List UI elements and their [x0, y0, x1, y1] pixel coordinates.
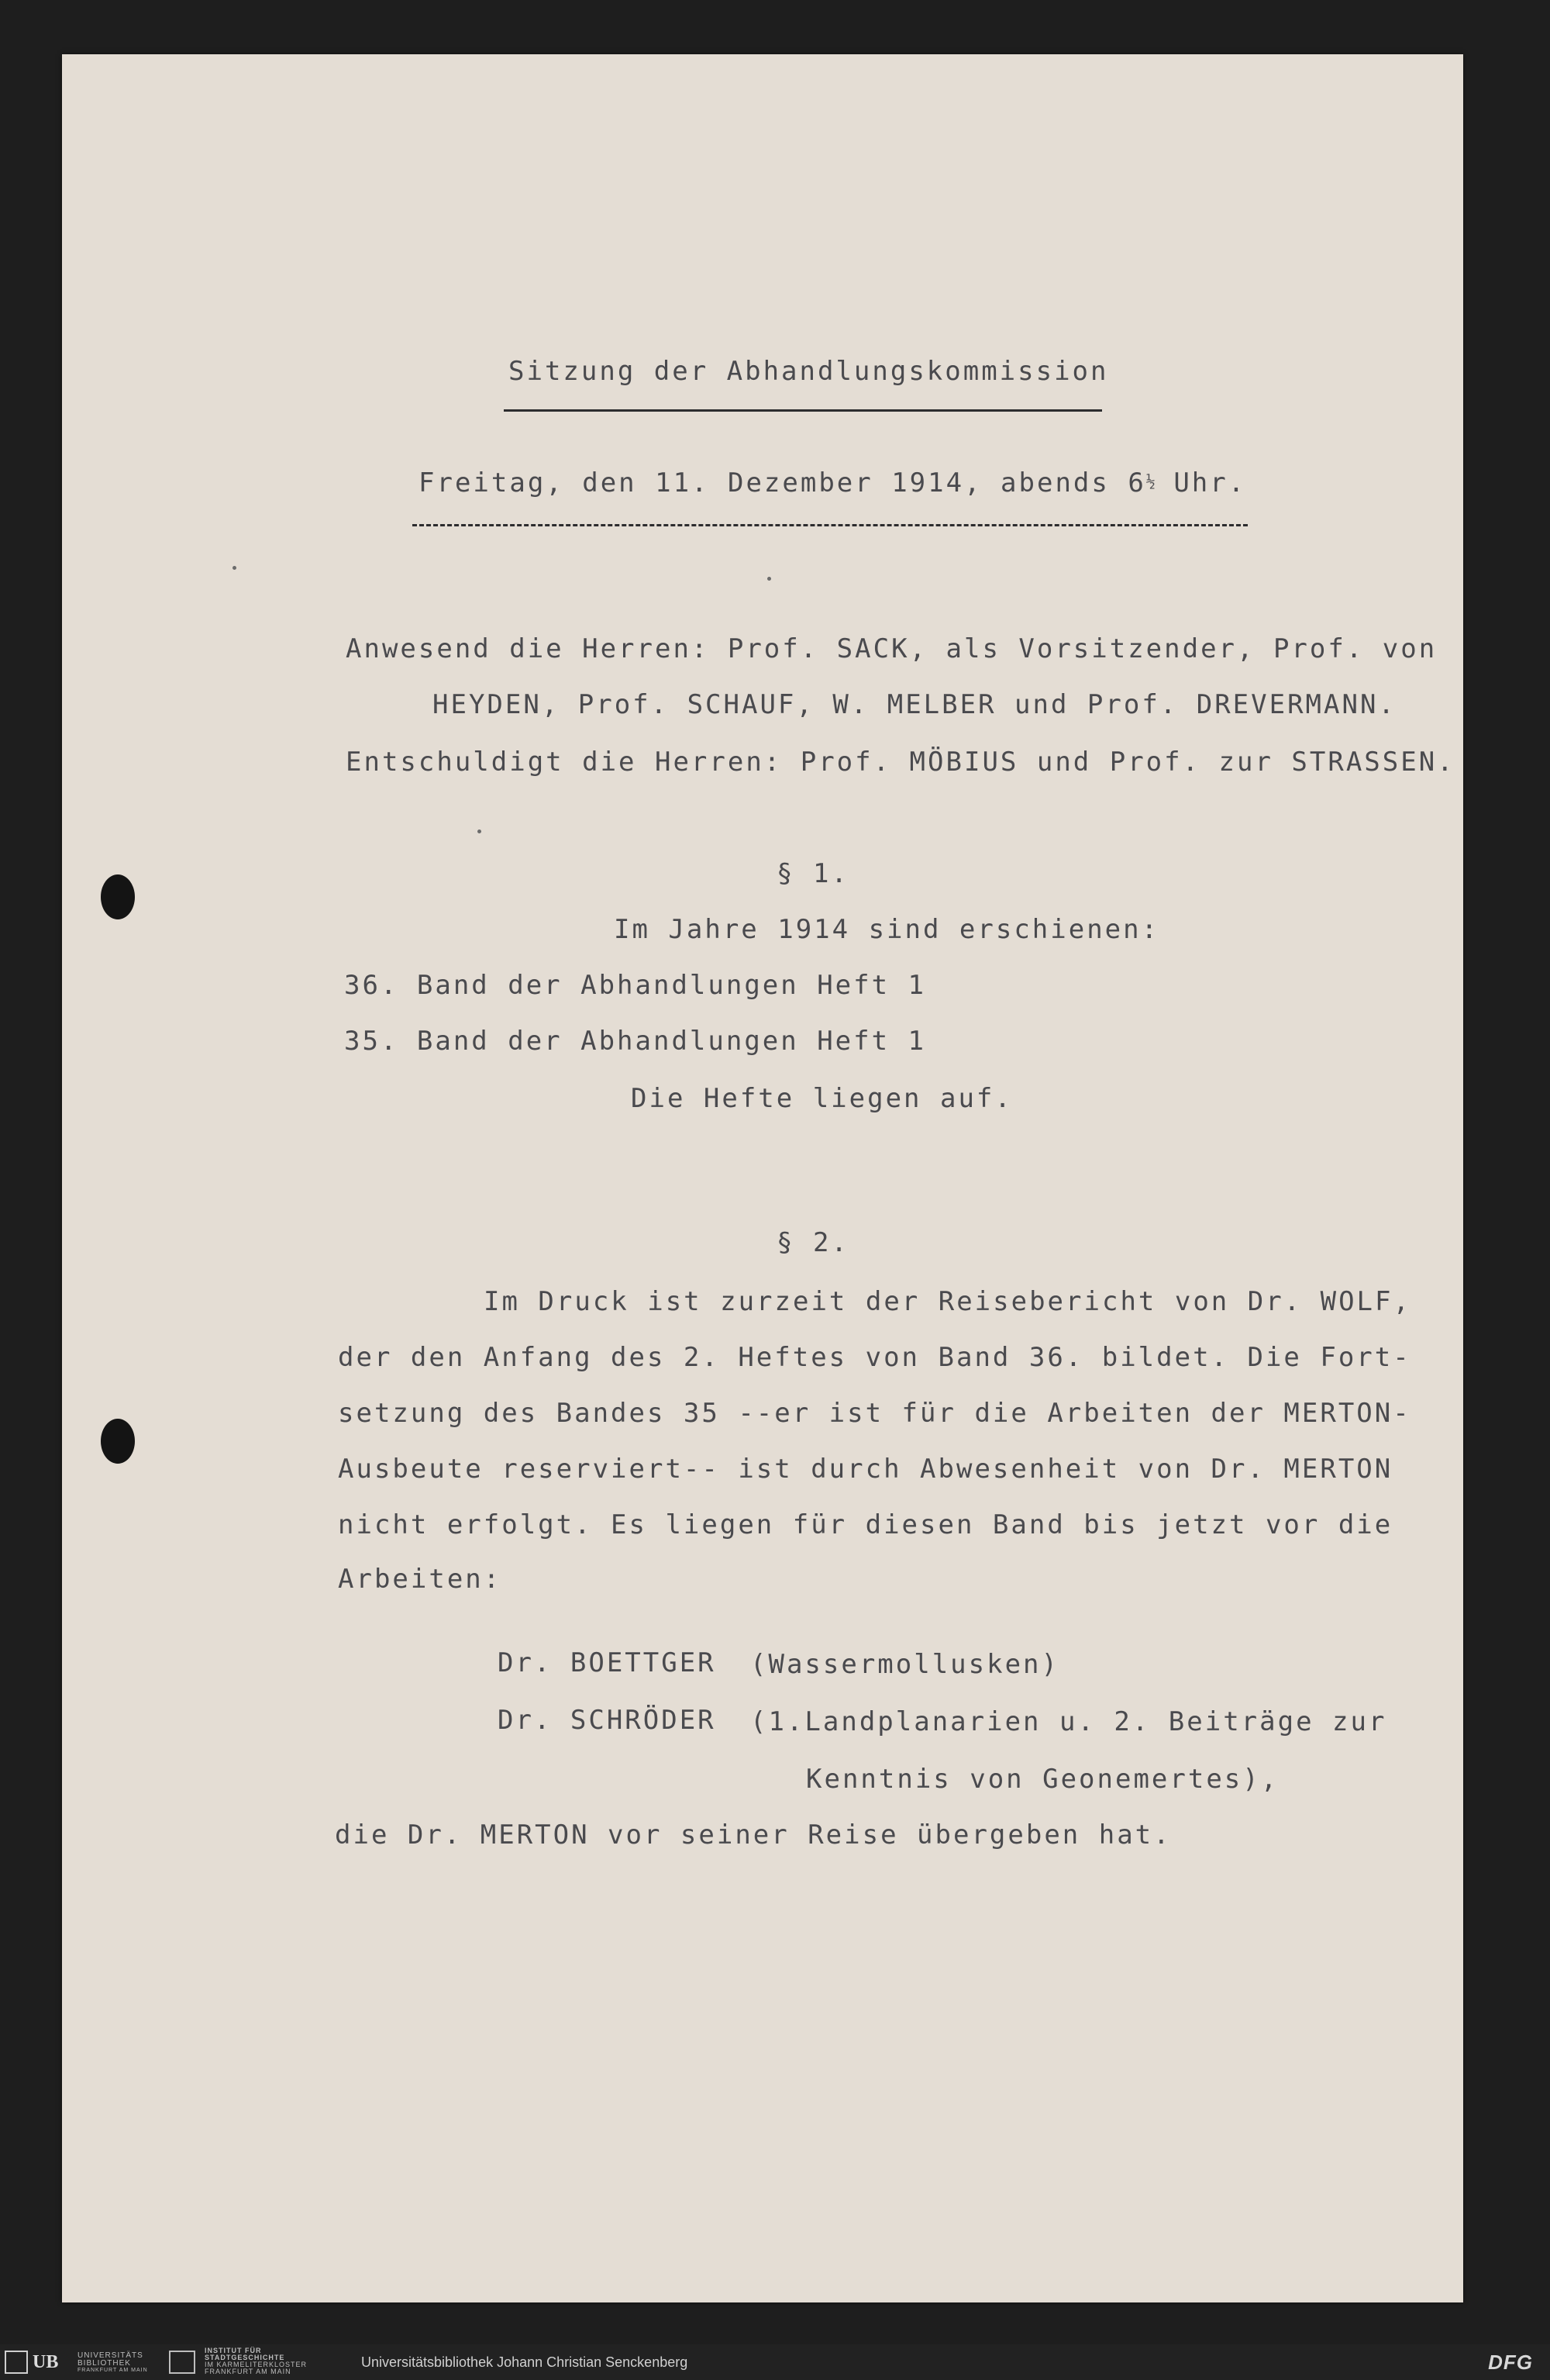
date-underline — [412, 524, 1248, 526]
section-2-line: Im Druck ist zurzeit der Reisebericht von Dr. WOLF, — [484, 1286, 1411, 1317]
section-1-heading: § 1. — [777, 858, 849, 889]
section-2-line: der den Anfang des 2. Heftes von Band 36. bildet. Die Fort- — [338, 1342, 1411, 1373]
ub-logo-text: UB — [33, 2352, 59, 2372]
institute-label-line: STADTGESCHICHTE — [205, 2354, 285, 2361]
excused-line: Entschuldigt die Herren: Prof. MÖBIUS und Prof. zur STRASSEN. — [346, 747, 1455, 778]
ub-label — [78, 2352, 148, 2374]
section-2-heading: § 2. — [777, 1227, 849, 1258]
work-title-continued: Kenntnis von Geonemertes), — [806, 1764, 1280, 1795]
section-2-line: setzung des Bandes 35 --er ist für die Arbeiten der MERTON- — [338, 1398, 1411, 1429]
institute-label — [205, 2347, 307, 2375]
work-title: (Wassermollusken) — [750, 1649, 1059, 1680]
work-author: Dr. SCHRÖDER — [498, 1705, 716, 1736]
section-1-intro: Im Jahre 1914 sind erschienen: — [614, 914, 1160, 945]
dfg-logo: DFG — [1488, 2351, 1533, 2374]
document-page — [62, 54, 1463, 2302]
work-author: Dr. BOETTGER — [498, 1647, 716, 1678]
ub-logo-icon — [5, 2351, 28, 2374]
meeting-date: Freitag, den 11. Dezember 1914, abends 6½ Uhr. — [418, 467, 1247, 498]
paper-speck — [477, 830, 481, 833]
institute-logo-icon — [169, 2351, 195, 2374]
library-credit: Universitätsbibliothek Johann Christian Senckenberg — [361, 2354, 688, 2370]
section-1-item: 36. Band der Abhandlungen Heft 1 — [344, 970, 927, 1001]
section-1-closing: Die Hefte liegen auf. — [631, 1083, 1013, 1114]
present-line-1: Anwesend die Herren: Prof. SACK, als Vorsitzender, Prof. von — [346, 633, 1438, 664]
punch-hole-lower — [101, 1419, 135, 1464]
viewer-footer — [0, 2344, 1550, 2380]
section-1-item: 35. Band der Abhandlungen Heft 1 — [344, 1026, 927, 1057]
punch-hole-upper — [101, 874, 135, 919]
ub-label-line: BIBLIOTHEK — [78, 2359, 131, 2368]
title-underline — [504, 409, 1102, 412]
ub-label-line: UNIVERSITÄTS — [78, 2351, 143, 2360]
institute-label-line: FRANKFURT AM MAIN — [205, 2368, 291, 2375]
institute-label-line: INSTITUT FÜR — [205, 2347, 262, 2354]
section-2-closing: die Dr. MERTON vor seiner Reise übergeben hat. — [335, 1819, 1172, 1851]
present-line-2: HEYDEN, Prof. SCHAUF, W. MELBER und Prof. DREVERMANN. — [432, 689, 1397, 720]
paper-speck — [767, 577, 771, 581]
paper-speck — [232, 566, 236, 570]
section-2-line: Arbeiten: — [338, 1564, 502, 1595]
document-title: Sitzung der Abhandlungskommission — [508, 356, 1109, 387]
work-title: (1.Landplanarien u. 2. Beiträge zur — [750, 1706, 1387, 1737]
section-2-line: nicht erfolgt. Es liegen für diesen Band bis jetzt vor die — [338, 1509, 1393, 1540]
institute-label-line: IM KARMELITERKLOSTER — [205, 2361, 308, 2368]
ub-label-line: FRANKFURT AM MAIN — [78, 2368, 148, 2373]
section-2-line: Ausbeute reserviert-- ist durch Abwesenheit von Dr. MERTON — [338, 1454, 1393, 1485]
